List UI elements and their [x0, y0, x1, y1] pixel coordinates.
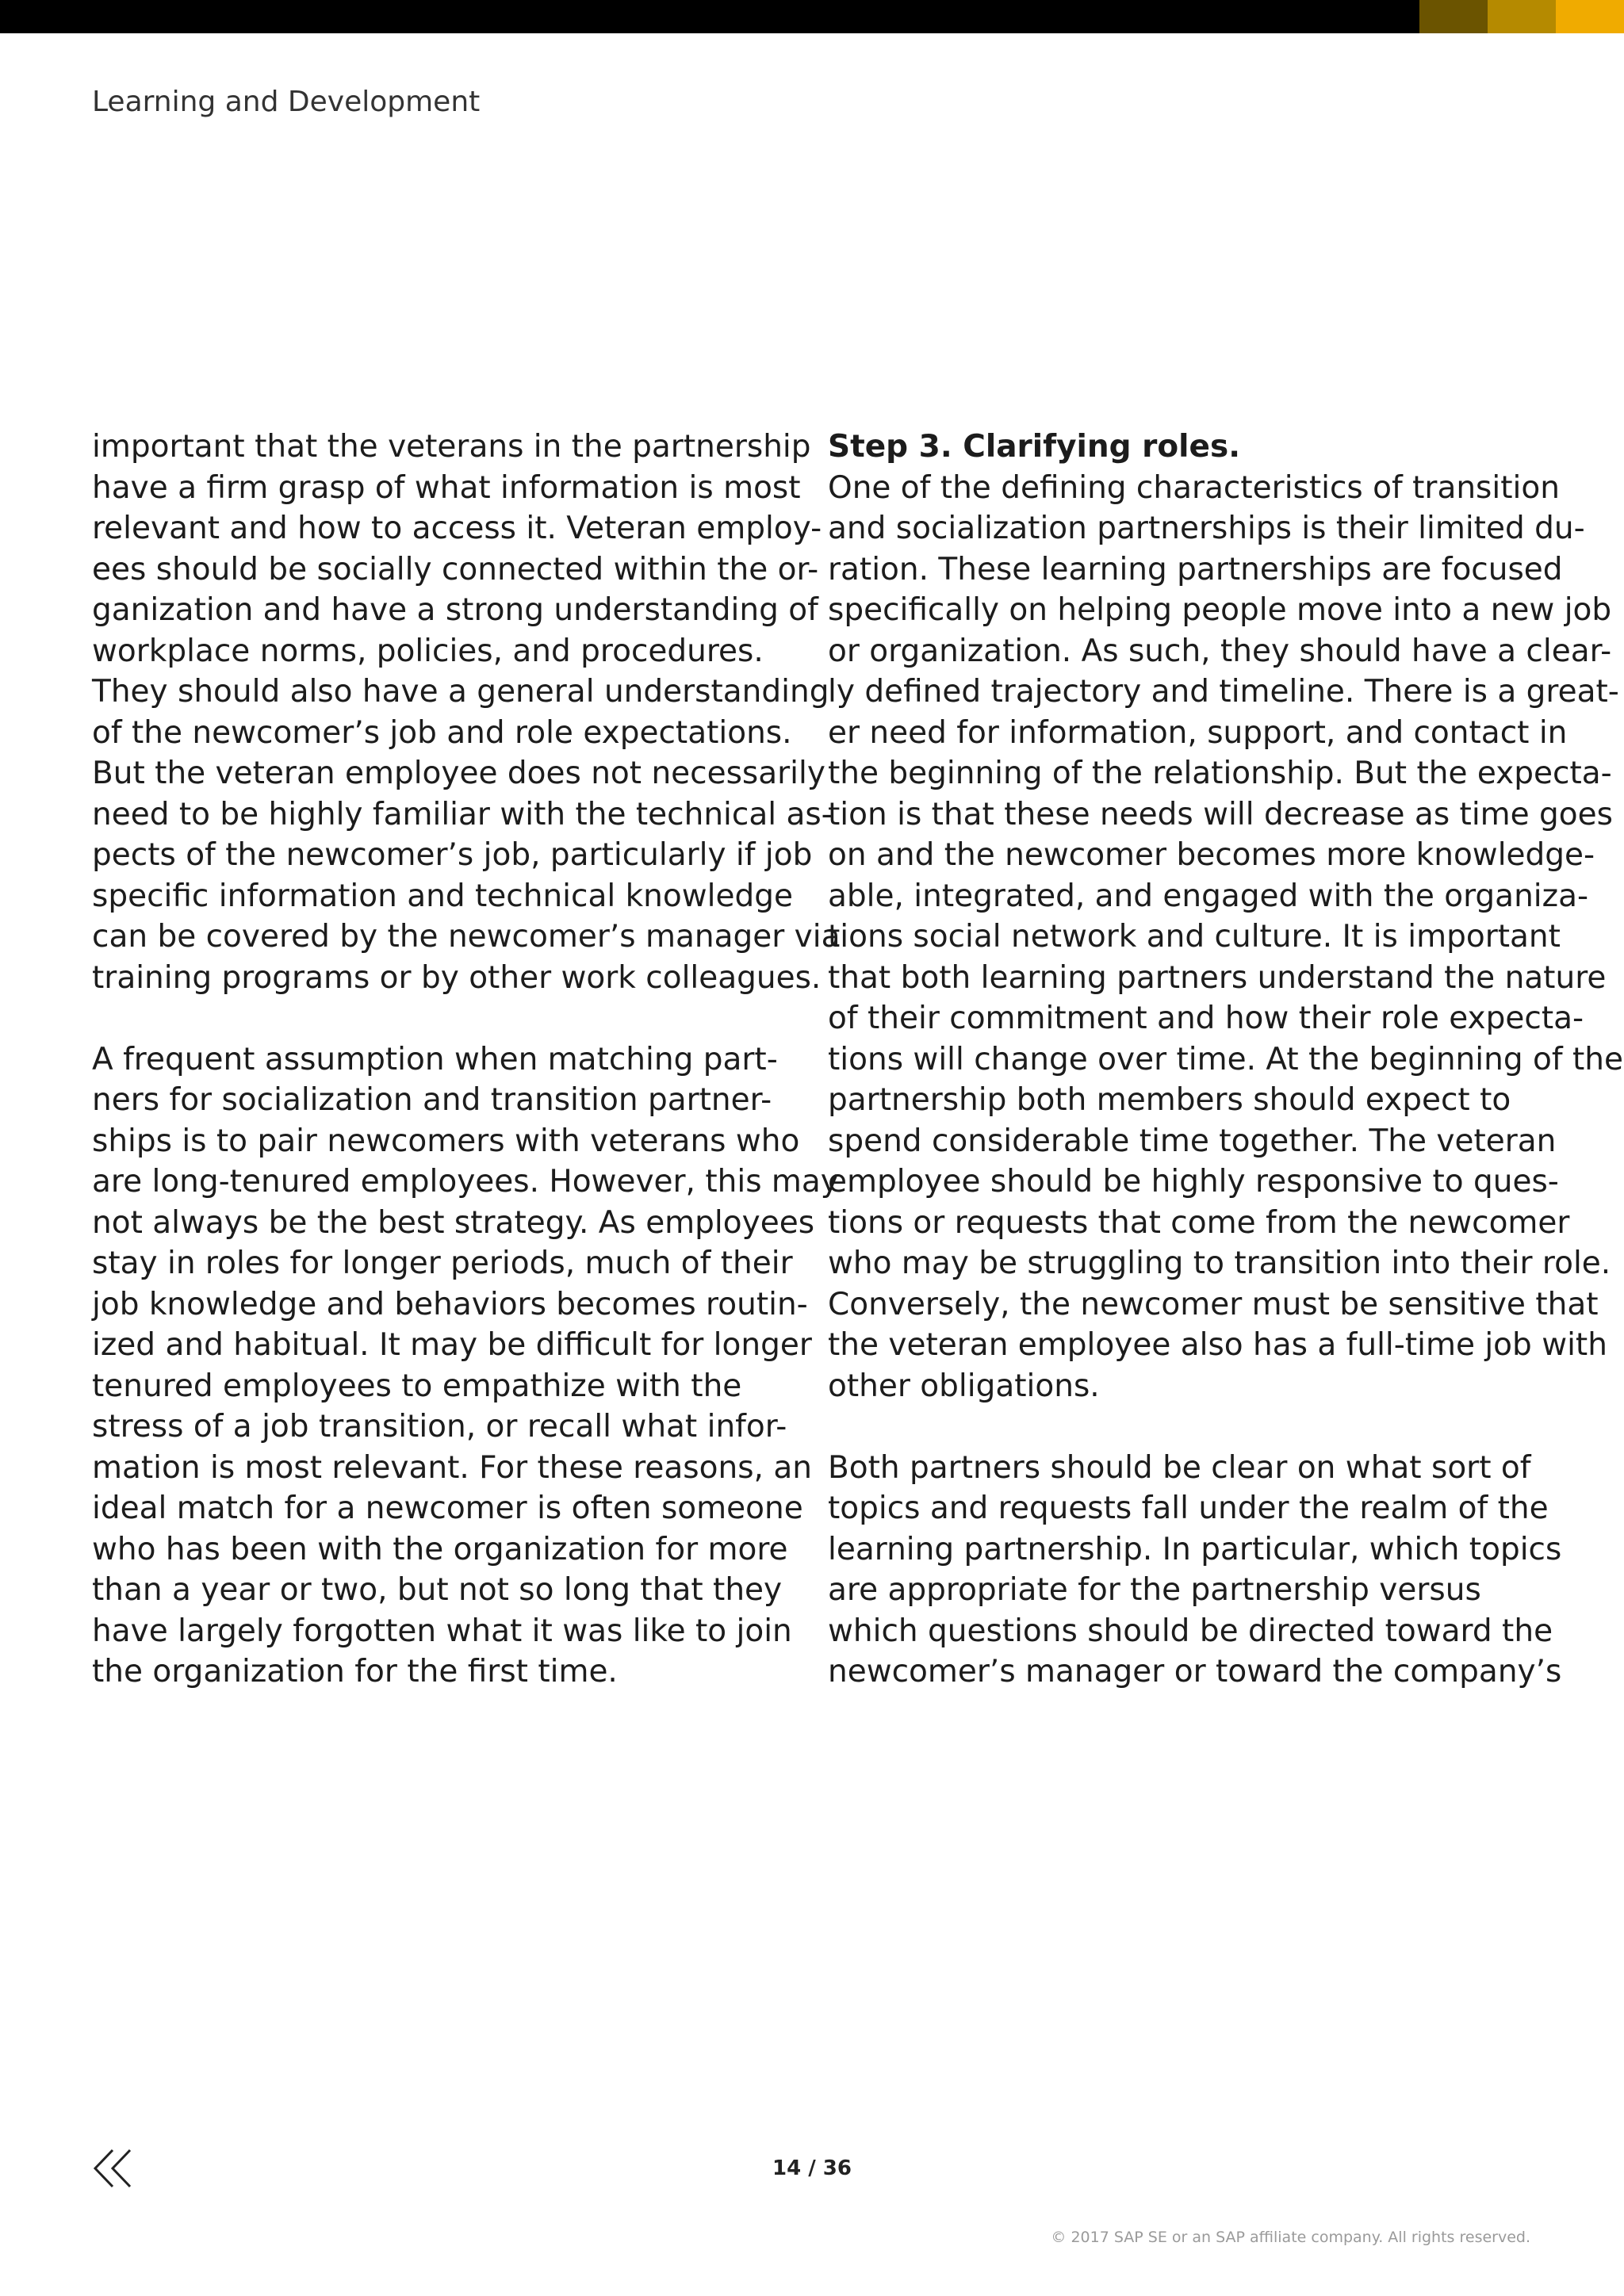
text-line: learning partnership. In particular, which topics — [828, 1531, 1562, 1567]
step-heading: Step 3. Clarifying roles. — [828, 429, 1241, 465]
text-line: able, integrated, and engaged with the organiza- — [828, 878, 1589, 914]
text-line: ration. These learning partnerships are focused — [828, 551, 1563, 587]
text-line: important that the veterans in the partnership — [92, 429, 811, 465]
double-chevron-left-icon — [89, 2147, 140, 2190]
text-line: ized and habitual. It may be difficult for longer — [92, 1327, 812, 1363]
text-line: partnership both members should expect to — [828, 1082, 1511, 1118]
text-line: or organization. As such, they should have a clear- — [828, 633, 1612, 669]
text-line: are long-tenured employees. However, this may — [92, 1164, 839, 1200]
text-line: need to be highly familiar with the technical as- — [92, 796, 833, 832]
text-line: topics and requests fall under the realm of the — [828, 1490, 1549, 1526]
text-line: the beginning of the relationship. But the expecta- — [828, 756, 1612, 791]
right-paragraph-2 — [828, 1448, 1562, 1693]
text-line: of their commitment and how their role expecta- — [828, 1001, 1584, 1036]
text-line: of the newcomer’s job and role expectations. — [92, 714, 792, 751]
text-line: They should also have a general understanding — [92, 674, 829, 710]
text-line: spend considerable time together. The veteran — [828, 1123, 1557, 1159]
text-line: on and the newcomer becomes more knowledge- — [828, 837, 1595, 873]
text-line: can be covered by the newcomer’s manager via — [92, 919, 841, 955]
text-line: pects of the newcomer’s job, particularly if job — [92, 837, 813, 873]
text-line: newcomer’s manager or toward the company’s — [828, 1654, 1562, 1689]
text-line: are appropriate for the partnership versus — [828, 1572, 1481, 1608]
text-line: A frequent assumption when matching part- — [92, 1041, 778, 1077]
text-line: the veteran employee also has a full-time job with — [828, 1327, 1607, 1363]
right-paragraph-1 — [828, 468, 1623, 1407]
left-column — [92, 427, 841, 1693]
text-line: ees should be socially connected within the or- — [92, 551, 819, 587]
text-line: job knowledge and behaviors becomes routin- — [92, 1286, 808, 1322]
text-line: ideal match for a newcomer is often someone — [92, 1490, 803, 1526]
paragraph-gap — [92, 998, 782, 1039]
document-section-title: Learning and Development — [92, 86, 481, 118]
text-line: stay in roles for longer periods, much of their — [92, 1246, 793, 1281]
text-line: not always be the best strategy. As employees — [92, 1204, 815, 1241]
accent-block-mid — [1488, 0, 1556, 33]
text-line: tions will change over time. At the beginning of the — [828, 1041, 1623, 1077]
text-line: employee should be highly responsive to ques- — [828, 1164, 1559, 1200]
text-line: ganization and have a strong understanding of — [92, 592, 818, 628]
right-column — [828, 427, 1623, 1693]
text-line: ners for socialization and transition partner- — [92, 1082, 772, 1118]
text-line: than a year or two, but not so long that they — [92, 1572, 783, 1608]
text-line: relevant and how to access it. Veteran employ- — [92, 511, 822, 546]
text-line: tion is that these needs will decrease as time goes — [828, 796, 1613, 832]
text-line: tenured employees to empathize with the — [92, 1368, 742, 1404]
text-line: tions social network and culture. It is important — [828, 919, 1561, 955]
text-line: other obligations. — [828, 1368, 1100, 1404]
left-paragraph-1 — [92, 427, 841, 998]
text-line: who has been with the organization for more — [92, 1531, 788, 1567]
text-line: stress of a job transition, or recall what infor- — [92, 1409, 787, 1445]
text-line: the organization for the first time. — [92, 1654, 618, 1689]
text-line: specifically on helping people move into a new job — [828, 592, 1612, 628]
top-bar — [0, 0, 1624, 33]
text-line: tions or requests that come from the newcomer — [828, 1204, 1570, 1241]
text-line: and socialization partnerships is their limited du- — [828, 511, 1585, 546]
text-line: which questions should be directed toward the — [828, 1613, 1553, 1649]
text-line: Both partners should be clear on what sort of — [828, 1449, 1531, 1486]
text-line: specific information and technical knowledge — [92, 878, 793, 914]
text-line: who may be struggling to transition into their role. — [828, 1246, 1611, 1281]
text-line: that both learning partners understand the nature — [828, 959, 1607, 996]
text-line: But the veteran employee does not necessarily — [92, 756, 825, 791]
back-button[interactable] — [89, 2147, 140, 2190]
copyright-notice: © 2017 SAP SE or an SAP affiliate company. All rights reserved. — [1051, 2229, 1530, 2246]
text-line: ships is to pair newcomers with veterans who — [92, 1123, 800, 1159]
text-line: workplace norms, policies, and procedures. — [92, 633, 764, 669]
left-paragraph-2 — [92, 1039, 839, 1693]
paragraph-gap — [828, 1406, 1542, 1448]
page-number: 14 / 36 — [772, 2156, 852, 2180]
text-line: Conversely, the newcomer must be sensitive that — [828, 1286, 1599, 1322]
text-line: One of the defining characteristics of transition — [828, 469, 1560, 506]
text-line: have a firm grasp of what information is most — [92, 469, 801, 506]
accent-block-light — [1556, 0, 1624, 33]
text-line: ly defined trajectory and timeline. There is a great- — [828, 674, 1619, 710]
text-line: mation is most relevant. For these reasons, an — [92, 1449, 812, 1486]
text-line: training programs or by other work colleagues. — [92, 959, 822, 996]
text-line: have largely forgotten what it was like to join — [92, 1613, 792, 1649]
accent-block-dark — [1419, 0, 1488, 33]
text-line: er need for information, support, and contact in — [828, 714, 1568, 751]
